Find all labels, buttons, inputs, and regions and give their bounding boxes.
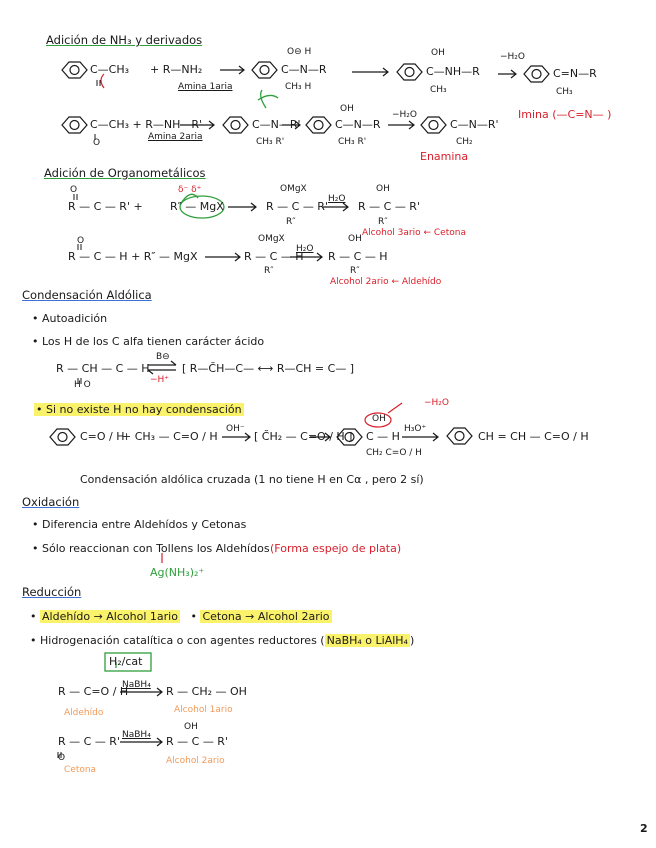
reduc-eq1-label-right: Alcohol 1ario	[174, 705, 233, 715]
nh3-int1: C—N—R	[281, 63, 327, 76]
organo-eq1-int-bottom: R″	[286, 217, 296, 227]
organo-eq1-prod-bottom: R″	[378, 217, 388, 227]
nh3-minus-water: −H₂O	[500, 52, 526, 62]
aldol-adduct: C — H	[366, 430, 400, 443]
organo-eq2-int: R — C — H	[244, 250, 304, 263]
reduc-eq1-reagent: NaBH₄	[122, 680, 151, 690]
reduc-reducers-highlight: NaBH₄ o LiAlH₄	[326, 634, 408, 647]
aldol-no-h-highlight: • Si no existe H no hay condensación	[36, 403, 242, 416]
organo-eq1-reactant: R — C — R' +	[68, 200, 143, 213]
reduc-bullet-2	[30, 634, 414, 647]
oxid-bullet-2: • Sólo reaccionan con Tollens los Aldehídos	[32, 542, 270, 555]
oxid-tollens: Ag(NH₃)₂⁺	[150, 566, 205, 579]
organo-eq2-int-bottom: R″	[264, 266, 274, 276]
nh3-eq2-water: −H₂O	[392, 110, 418, 120]
section-title-nh3: Adición de NH₃ y derivados	[46, 33, 203, 47]
nh3-product: C=N—R	[553, 67, 597, 80]
aldol-adduct-sub: CH₂ C=O / H	[366, 448, 422, 458]
aldol-eq-reactant-sub: H O	[74, 380, 91, 390]
reduc-bullet-2-close: )	[409, 634, 415, 647]
reduc-eq2-product: R — C — R'	[166, 735, 228, 748]
reduc-bullet-1: • Aldehído → Alcohol 1ario • Cetona → Alcohol 2ario	[30, 610, 330, 623]
organo-eq1-water: H₂O	[328, 194, 346, 204]
nh3-eq2-product-sub: CH₂	[456, 137, 473, 147]
reduc-eq2-label-right: Alcohol 2ario	[166, 756, 225, 766]
nh3-eq2-int1-sub: CH₃ R'	[256, 137, 285, 147]
nh3-eq2-int1: C—N—R'	[252, 118, 301, 131]
organo-eq1-label: Alcohol 3ario ← Cetona	[362, 228, 466, 238]
section-title-oxid: Oxidación	[22, 495, 80, 509]
organo-eq1-int-top: OMgX	[280, 184, 307, 194]
nh3-eq2-int2: C—N—R	[335, 118, 381, 131]
aldol-eq-reactant: R — CH — C — H	[56, 362, 150, 375]
nh3-int2-oh: OH	[431, 48, 445, 58]
aldol-resonance: [ R—C̆H—C— ⟷ R—CH = C— ]	[182, 362, 355, 375]
organo-eq1-product: R — C — R'	[358, 200, 420, 213]
section-title-aldol: Condensación Aldólica	[22, 288, 152, 302]
nh3-int1-bottom: CH₃ H	[285, 82, 312, 92]
aldol-base: B⊖	[156, 352, 170, 362]
organo-eq1-reagent: R″ — MgX	[170, 200, 224, 213]
aldol-bullet-1: • Autoadición	[32, 312, 108, 325]
aldol-mixed-reactant2: + CH₃ — C=O / H	[122, 430, 218, 443]
aldol-product: CH = CH — C=O / H	[478, 430, 589, 443]
reduc-hl-cetona: Cetona → Alcohol 2ario	[202, 610, 330, 623]
reduc-eq2-reagent: NaBH₄	[122, 730, 151, 740]
aldol-minus-water: −H₂O	[424, 398, 450, 408]
nh3-eq1-reagent: + R—NH₂	[150, 63, 203, 76]
reduc-bullet-2-text: • Hidrogenación catalítica o con agentes reductores (	[30, 634, 325, 647]
organo-eq1-o: O	[70, 185, 78, 195]
nh3-eq2-product: C—N—R'	[450, 118, 499, 131]
nh3-int2: C—NH—R	[426, 65, 480, 78]
aldol-enolate: [ C̆H₂ — C=O / H ]	[254, 430, 353, 443]
organo-eq2-int-top: OMgX	[258, 234, 285, 244]
reduc-eq1-label-left: Aldehído	[64, 708, 104, 718]
reduc-eq2-product-top: OH	[184, 722, 198, 732]
nh3-product-ch3: CH₃	[556, 87, 573, 97]
aldol-no-h-note	[34, 403, 244, 416]
nh3-int2-ch3: CH₃	[430, 85, 447, 95]
nh3-int1-top: O⊖ H	[287, 47, 312, 57]
organo-eq2-label: Alcohol 2ario ← Aldehído	[330, 277, 442, 287]
section-title-organo: Adición de Organometálicos	[44, 166, 206, 180]
organo-eq2-prod-top: OH	[348, 234, 362, 244]
reduc-eq2-label-left: Cetona	[64, 765, 97, 775]
nh3-eq2-o: O	[93, 138, 101, 148]
organo-eq2-prod-bottom: R″	[350, 266, 360, 276]
organo-eq2-product: R — C — H	[328, 250, 388, 263]
organo-eq2-reactant: R — C — H + R″ — MgX	[68, 250, 198, 263]
aldol-oh-minus: OH⁻	[226, 424, 245, 434]
nh3-eq2-int2-top: OH	[340, 104, 354, 114]
organo-eq2-water: H₂O	[296, 244, 314, 254]
enamina-label: Enamina	[420, 150, 469, 163]
reduc-eq1-reactant: R — C=O / H	[58, 685, 129, 698]
aldol-bullet-2: • Los H de los C alfa tienen carácter ácido	[32, 335, 265, 348]
organo-eq1-prod-top: OH	[376, 184, 390, 194]
nh3-eq1-reactant: C—CH₃	[90, 63, 130, 76]
reduc-eq2-reactant-sub: O	[58, 753, 66, 763]
organo-charges: δ⁻ δ⁺	[178, 185, 202, 195]
bond-marks	[58, 80, 100, 758]
imina-label: Imina (—C=N— )	[518, 108, 612, 121]
reduc-eq2-reactant: R — C — R'	[58, 735, 120, 748]
aldol-adduct-oh: OH	[372, 414, 386, 424]
organo-eq1-int: R — C — R'	[266, 200, 328, 213]
page-number: 2	[640, 822, 648, 835]
oxid-bullet-1: • Diferencia entre Aldehídos y Cetonas	[32, 518, 247, 531]
nh3-eq2-amine-label: Amina 2aria	[148, 132, 203, 142]
aldol-minus-h: −H⁺	[150, 375, 170, 385]
nh3-amine-label: Amina 1aria	[178, 82, 233, 92]
reduc-eq1-product: R — CH₂ — OH	[166, 685, 247, 698]
aldol-caption: Condensación aldólica cruzada (1 no tiene H en Cα , pero 2 sí)	[80, 473, 424, 486]
organo-eq2-o: O	[77, 236, 85, 246]
oxid-mirror: (Forma espejo de plata)	[270, 542, 402, 555]
nh3-eq2-reactant: C—CH₃ + R—NH—R'	[90, 118, 203, 131]
aldol-dehydr: H₃O⁺	[404, 424, 427, 434]
reduc-hl-aldehido: Aldehído → Alcohol 1ario	[42, 610, 178, 623]
reduc-catalyst: H₂/cat	[109, 655, 143, 668]
section-title-reduc: Reducción	[22, 585, 82, 599]
nh3-eq2-int2-sub: CH₃ R'	[338, 137, 367, 147]
aldol-mixed-reactant1: C=O / H	[80, 430, 125, 443]
